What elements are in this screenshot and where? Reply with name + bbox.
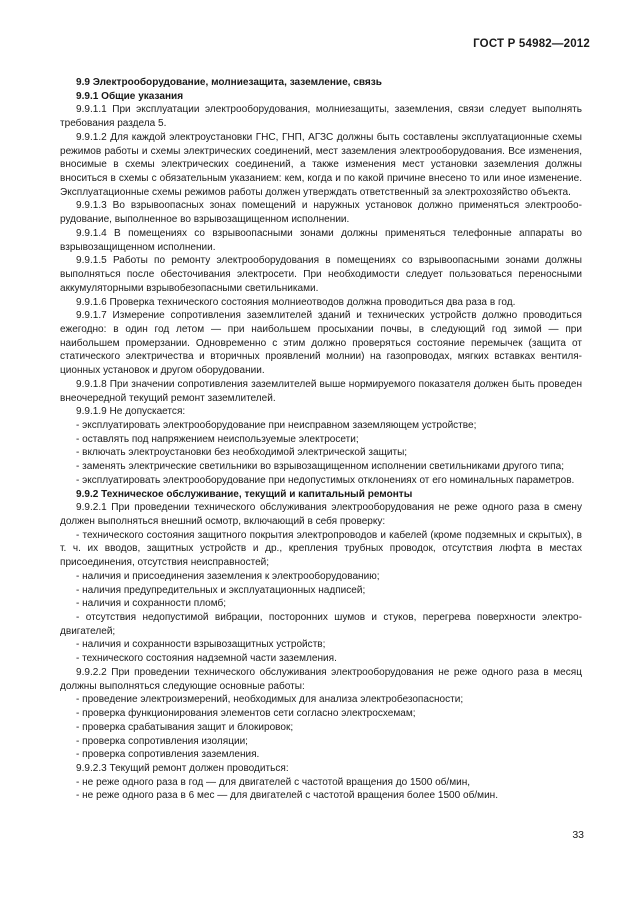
list-item: - не реже одного раза в год — для двигателей с частотой вращения до 1500 об/мин, [76, 776, 471, 788]
paragraph: 9.9.1.8 При значении сопротивления заземлителей выше нормируемого показателя должен быть проведен внеочередной текущий ремонт заземлителей. [60, 378, 582, 404]
list-item: - наличия и сохранности взрывозащитных устройств; [76, 639, 326, 651]
list-item: - оставлять под напряжением неиспользуемые электросети; [76, 433, 359, 445]
paragraph: 9.9.1.7 Измерение сопротивления заземлителей зданий и технических устройств должно проводиться ежегодно: в один год летом — при наибольшем просыхании почвы, в следующий год зимой — при наибольшем промерзании. Одновременно с этим должно проверяться состояние перемычек (защита от статического электричества и вторичных проявлений молнии) на газопроводах, мягких вставках вентиляционных установок и другом оборудовании. [60, 310, 582, 377]
paragraph: 9.9.1.5 Работы по ремонту электрооборудования в помещениях со взрывоопасными зонами должны выполняться после обесточивания электросети. При необходимости следует пользоваться переносными аккумуляторными взрывобезопасными светильниками. [60, 255, 582, 294]
paragraph: 9.9.2.3 Текущий ремонт должен проводиться: [76, 762, 289, 774]
list-item: - не реже одного раза в 6 мес — для двигателей с частотой вращения более 1500 об/мин. [76, 790, 499, 802]
list-item: - наличия предупредительных и эксплуатационных надписей; [76, 584, 366, 596]
list-item: - проверка сопротивления заземления. [76, 749, 260, 761]
list-item: - отсутствия недопустимой вибрации, посторонних шумов и стуков, перегрева поверхности электродвигателей; [60, 612, 582, 637]
paragraph: 9.9.1.2 Для каждой электроустановки ГНС, ГНП, АГЗС должны быть составлены эксплуатационные схемы режимов работы и схемы электрических соединений, мест заземления электрооборудования. Все изменения, вносимые в схемы электрических соединений, а также изменения мест установки заземления должны вноситься в схемы с обязательным указанием: кем, когда и по какой причине внесено то или иное изменение. Эксплуатационные схемы режимов работы должен утверждать ответственный за электрохозяйство объекта. [60, 131, 582, 198]
paragraph: 9.9.1.6 Проверка технического состояния молниеотводов должна проводиться два раза в год. [76, 296, 516, 308]
list-item: - наличия и сохранности пломб; [76, 598, 227, 610]
page-number: 33 [572, 829, 584, 841]
paragraph: 9.9.2.2 При проведении технического обслуживания электрооборудования не реже одного раза в месяц должны выполняться следующие основные работы: [60, 666, 582, 692]
paragraph: 9.9.2.1 При проведении технического обслуживания электрооборудования не реже одного раза в смену должен выполняться внешний осмотр, включающий в себя проверку: [60, 502, 582, 527]
paragraph: 9.9.1.9 Не допускается: [76, 406, 186, 418]
list-item: - эксплуатировать электрооборудование при недопустимых отклонениях от его номинальных параметров. [76, 474, 575, 486]
list-item: - проведение электроизмерений, необходимых для анализа электробезопасности; [76, 694, 464, 706]
subsection-heading: 9.9.1 Общие указания [76, 90, 184, 102]
list-item: - включать электроустановки без необходимой электрической защиты; [76, 447, 408, 459]
list-item: - эксплуатировать электрооборудование при неисправном заземляющем устройстве; [76, 419, 477, 431]
list-item: - технического состояния защитного покрытия электропроводов и кабелей (кроме подземных и скрытых), в т. ч. их вводов, защитных устройств и др., крепления трубных проводок, отсутствия люфта в местах присоединения, отсутствия неисправностей; [60, 529, 582, 569]
paragraph: 9.9.1.1 При эксплуатации электрооборудования, молниезащиты, заземления, связи следует выполнять требования раздела 5. [60, 104, 582, 130]
section-heading: 9.9 Электрооборудование, молниезащита, заземление, связь [76, 77, 382, 88]
list-item: - заменять электрические светильники во взрывозащищенном исполнении светильниками другого типа; [76, 461, 564, 473]
document-body [60, 76, 582, 803]
list-item: - проверка сопротивления изоляции; [76, 735, 248, 747]
document-code-header: ГОСТ Р 54982—2012 [473, 38, 590, 50]
list-item: - наличия и присоединения заземления к электрооборудованию; [76, 570, 380, 582]
paragraph: 9.9.1.3 Во взрывоопасных зонах помещений и наружных установок должно применяться электрооборудование, выполненное во взрывозащищенном исполнении. [60, 200, 582, 226]
list-item: - проверка функционирования элементов сети согласно электросхемам; [76, 708, 416, 720]
list-item: - проверка срабатывания защит и блокировок; [76, 721, 294, 733]
subsection-heading: 9.9.2 Техническое обслуживание, текущий и капитальный ремонты [76, 488, 413, 500]
paragraph: 9.9.1.4 В помещениях со взрывоопасными зонами должны применяться телефонные аппараты во взрывозащищенном исполнении. [60, 227, 582, 253]
list-item: - технического состояния надземной части заземления. [76, 653, 337, 665]
